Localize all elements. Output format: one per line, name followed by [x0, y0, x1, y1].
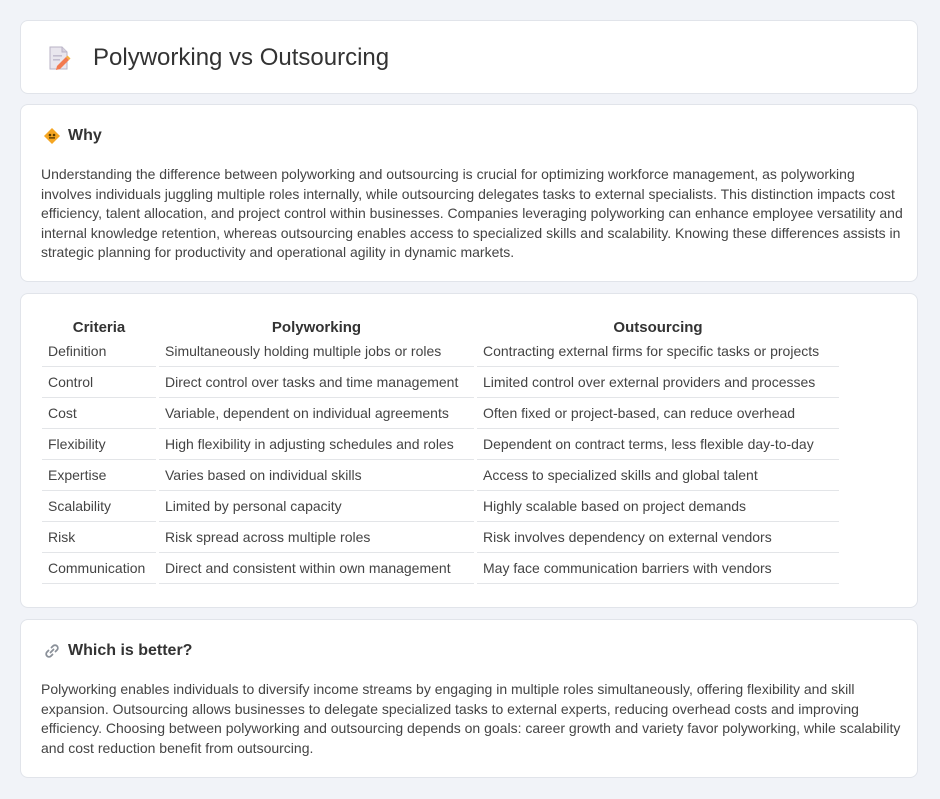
comparison-table	[42, 314, 839, 584]
header-criteria: Criteria	[72, 319, 126, 336]
table-row	[42, 460, 839, 491]
better-text: Polyworking enables individuals to diversify income streams by engaging in multiple roles simultaneously, offering flexibility and skill expansion. Outsourcing allows businesses to delegate specialized tasks to external experts, reducing overhead costs and improving efficiency. Choosing between polyworking and outsourcing depends on goals: career growth and variety favor polyworking, while scalability and cost reduction benefit from outsourcing.	[41, 681, 901, 756]
row-criteria: Risk	[42, 522, 158, 553]
row-outsourcing: Access to specialized skills and global talent	[476, 460, 840, 491]
document-pencil-icon	[45, 44, 73, 72]
row-criteria: Cost	[42, 398, 158, 429]
diamond-road-sign-icon	[43, 127, 61, 145]
title-row	[45, 21, 389, 95]
table-row	[42, 491, 839, 522]
row-outsourcing: Highly scalable based on project demands	[476, 491, 840, 522]
why-text: Understanding the difference between polyworking and outsourcing is crucial for optimizing workforce management, as polyworking involves individuals juggling multiple roles internally, while outsourcing delegates tasks to external specialists. This distinction impacts cost efficiency, talent allocation, and project control within businesses. Companies leveraging polyworking can enhance employee versatility and internal knowledge retention, whereas outsourcing enables access to specialized skills and scalability. Knowing these differences assists in strategic planning for productivity and operational agility in dynamic markets.	[41, 166, 903, 260]
why-title: Why	[68, 127, 102, 144]
table-row	[42, 522, 839, 553]
why-section	[20, 104, 918, 282]
page-title: Polyworking vs Outsourcing	[93, 44, 390, 71]
row-criteria: Scalability	[42, 491, 158, 522]
header-polyworking: Polyworking	[158, 314, 476, 336]
row-polyworking: High flexibility in adjusting schedules and roles	[158, 429, 476, 460]
row-outsourcing: Limited control over external providers and processes	[476, 367, 840, 398]
which-is-better-section	[20, 619, 918, 778]
title-card	[20, 20, 918, 94]
row-criteria: Expertise	[42, 460, 158, 491]
row-outsourcing: Contracting external firms for specific tasks or projects	[476, 336, 840, 367]
row-criteria: Definition	[42, 336, 158, 367]
row-polyworking: Risk spread across multiple roles	[158, 522, 476, 553]
row-polyworking: Simultaneously holding multiple jobs or roles	[158, 336, 476, 367]
row-polyworking: Direct and consistent within own management	[158, 553, 476, 584]
row-outsourcing: Risk involves dependency on external vendors	[476, 522, 840, 553]
table-row	[42, 429, 839, 460]
row-outsourcing: Often fixed or project-based, can reduce overhead	[476, 398, 840, 429]
link-icon	[43, 642, 61, 660]
row-outsourcing: May face communication barriers with vendors	[476, 553, 840, 584]
why-heading	[43, 127, 102, 145]
row-outsourcing: Dependent on contract terms, less flexible day-to-day	[476, 429, 840, 460]
row-polyworking: Variable, dependent on individual agreements	[158, 398, 476, 429]
table-row	[42, 398, 839, 429]
table-row	[42, 367, 839, 398]
better-title: Which is better?	[68, 642, 193, 659]
table-row	[42, 553, 839, 584]
row-polyworking: Direct control over tasks and time management	[158, 367, 476, 398]
row-criteria: Flexibility	[42, 429, 158, 460]
header-outsourcing: Outsourcing	[476, 314, 840, 336]
better-heading	[43, 642, 192, 660]
table-row	[42, 336, 839, 367]
row-criteria: Control	[42, 367, 158, 398]
row-criteria: Communication	[42, 553, 158, 584]
row-polyworking: Varies based on individual skills	[158, 460, 476, 491]
row-polyworking: Limited by personal capacity	[158, 491, 476, 522]
comparison-section	[20, 293, 918, 608]
table-header-row	[42, 314, 839, 336]
